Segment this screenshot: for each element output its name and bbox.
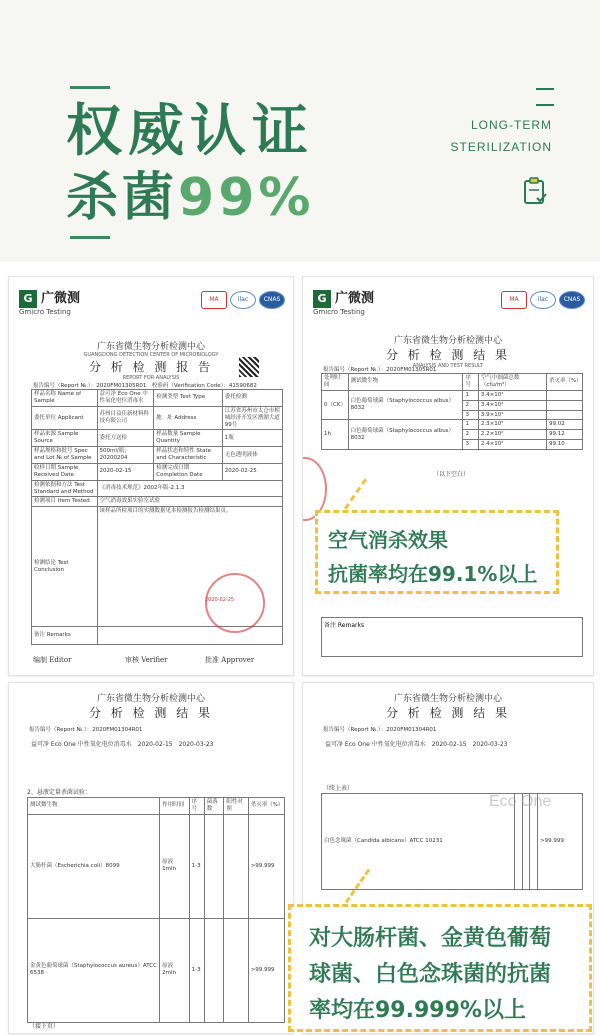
doc-org: 广东省微生物分析检测中心 分 析 检 测 结 果 ANALYSIS AND TEST RESULT (303, 333, 593, 369)
table-row: 检测依据和方法 Test Standard and Method 《消毒技术规范》2002年版-2.1.3 (32, 480, 283, 497)
table-row: 2 2.2×10² 99.12 (322, 430, 583, 440)
doc-org: 广东省微生物分析检测中心 分 析 检 测 结 果 (303, 691, 593, 721)
table-row: 委托单位 Applicant 苏州目益佳新材料科技有限公司 地 址 Address 江苏省苏州市太仓市相城经济开发区漕湖大道99号 (32, 406, 283, 430)
table-row: 检测结论 Test Conclusion 该样品所检项目的实测数据见本检测报告检测结果页。 (32, 507, 283, 627)
blank-note: （以下空白） (433, 471, 470, 478)
table-row: 大肠杆菌（Escherichia coli）8099 原液 1min 1-3 >99.999 (28, 814, 285, 918)
report-doc-1 (8, 276, 294, 676)
ilac-badge-icon: ilac (230, 291, 256, 309)
table-row: 处理时间 测试微生物 序号 空气中细菌总数（cfu/m³） 杀灭率（%） (322, 374, 583, 391)
gmicro-logo-icon: G (313, 290, 331, 308)
table-row: 白色念珠菌（Candida albicans）ATCC 10231 >99.999 (322, 794, 583, 890)
table-row: 3 2.4×10² 99.10 (322, 440, 583, 450)
callout-air-line1: 空气消杀效果 (328, 528, 448, 552)
table-row: 备注 Remarks (32, 627, 283, 645)
report-doc-2 (302, 276, 594, 676)
report-doc-3 (8, 682, 294, 1034)
cma-badge-icon: MA (501, 291, 527, 309)
hero-accent-bar-bottom (70, 236, 110, 239)
callout-suspension-line2: 球菌、白色念珠菌的抗菌 (309, 962, 552, 987)
table-row: 2 3.4×10⁴ (322, 400, 583, 410)
continued-note: （接下页） (29, 1023, 60, 1030)
table-row: 1h 白色葡萄球菌（Staphylococcus albus）8032 1 2.3×10² 99.02 (322, 420, 583, 430)
doc-org: 广东省微生物分析检测中心 分 析 检 测 结 果 (9, 691, 293, 721)
hero-title: 权威认证 (66, 99, 314, 164)
sample-info: 益可净 Eco One 中性氧化电位消毒水 2020-02-15 2020-03-23 (31, 741, 214, 748)
report-number: 报告编号（Report №.）：2020FM01305R01 (323, 367, 437, 373)
callout-air-line2: 抗菌率均在99.1%以上 (328, 562, 538, 586)
doc-brand: G 广微测 Gmicro Testing (19, 291, 81, 316)
table-row: 收样日期 Sample Received Date 2020-02-15 检测完成日期 Completion Date 2020-02-25 (32, 463, 283, 480)
result-table (321, 373, 583, 450)
table-row: 0（CK） 白色葡萄球菌（Staphylococcus albus）8032 1 3.4×10⁴ (322, 390, 583, 400)
callout-suspension-line3: 率均在99.999%以上 (309, 998, 526, 1023)
table-row: 测试微生物 作用时间 序号 菌落数 阳性对照 杀灭率（%） (28, 798, 285, 815)
doc-title: 分 析 检 测 结 果 (385, 348, 511, 362)
doc-title: 分 析 检 测 结 果 (88, 706, 214, 720)
doc-title: 分 析 检 测 结 果 (385, 706, 511, 720)
stamp-date: 2020-02-25 (205, 597, 235, 603)
doc-brand: G 广微测 Gmicro Testing (313, 291, 375, 316)
section-label: 2、悬液定量杀菌试验： (27, 789, 91, 796)
qr-code-icon (239, 357, 259, 377)
cma-badge-icon: MA (201, 291, 227, 309)
report-number: 报告编号（Report №.）：2020FM01304R01 (323, 727, 437, 733)
cert-badges (498, 291, 585, 309)
table-row: 样品规格和批号 Spec and Lot № of Sample 500ml/瓶；20200204 样品状态和特性 State and Characteristic 无色透明液体 (32, 447, 283, 464)
table-row: 样品名称 Name of Sample 益可净 Eco One 中性氧化电位消毒水 检测类型 Test Type 委托检测 (32, 390, 283, 407)
report-number: 报告编号（Report №.）：2020FM01304R01 (29, 727, 143, 733)
table-row: 样品来源 Sample Source 委托方送检 样品数量 Sample Quantity 1瓶 (32, 430, 283, 447)
report-number: 报告编号（Report №.）：2020FM01305R01 校验码（Verification Code）：41590682 (33, 383, 257, 389)
doc-title: 分 析 检 测 报 告 (88, 360, 214, 374)
hero-subtitle-prefix: 杀菌 (66, 168, 179, 228)
sign-verifier: 审核 Verifier (125, 656, 168, 664)
hero-en-line2: STERILIZATION (450, 140, 552, 154)
watermark: Eco One (489, 793, 552, 810)
callout-suspension (288, 904, 592, 1032)
suspension-table (27, 797, 285, 1023)
clipboard-check-icon (520, 176, 550, 206)
doc-org: 广东省微生物分析检测中心 GUANGDONG DETECTION CENTER OF MICROBIOLOGY 分 析 检 测 报 告 REPORT FOR ANALYSIS (9, 339, 293, 381)
hero-en-line1: LONG-TERM (471, 118, 552, 132)
sign-approver: 批准 Approver (205, 656, 255, 664)
remarks-box: 备注 Remarks (321, 617, 583, 657)
decor-dash (536, 88, 554, 90)
ilac-badge-icon: ilac (530, 291, 556, 309)
table-row: 金黄色葡萄球菌（Staphylococcus aureus）ATCC 6538 原液 2min 1-3 >99.999 (28, 918, 285, 1022)
cert-badges (198, 291, 285, 309)
cnas-badge-icon: CNAS (559, 291, 585, 309)
hero-banner (0, 0, 600, 262)
decor-dash (536, 104, 554, 106)
official-stamp-icon (205, 573, 265, 633)
callout-air (315, 510, 559, 594)
table-row: 3 3.9×10⁴ (322, 410, 583, 420)
hero-subtitle-pct: 99% (178, 168, 315, 228)
hero-subtitle (66, 168, 315, 228)
sample-info: 益可净 Eco One 中性氧化电位消毒水 2020-02-15 2020-03-23 (325, 741, 508, 748)
cnas-badge-icon: CNAS (259, 291, 285, 309)
sign-editor: 编制 Editor (33, 656, 72, 664)
table-row: 检测项目 Item Tested 空气消毒效果实验室试验 (32, 497, 283, 507)
hero-accent-bar-top (70, 86, 110, 89)
callout-suspension-line1: 对大肠杆菌、金黄色葡萄 (309, 926, 552, 951)
gmicro-logo-icon: G (19, 290, 37, 308)
section-label: （续上表） (323, 785, 354, 792)
